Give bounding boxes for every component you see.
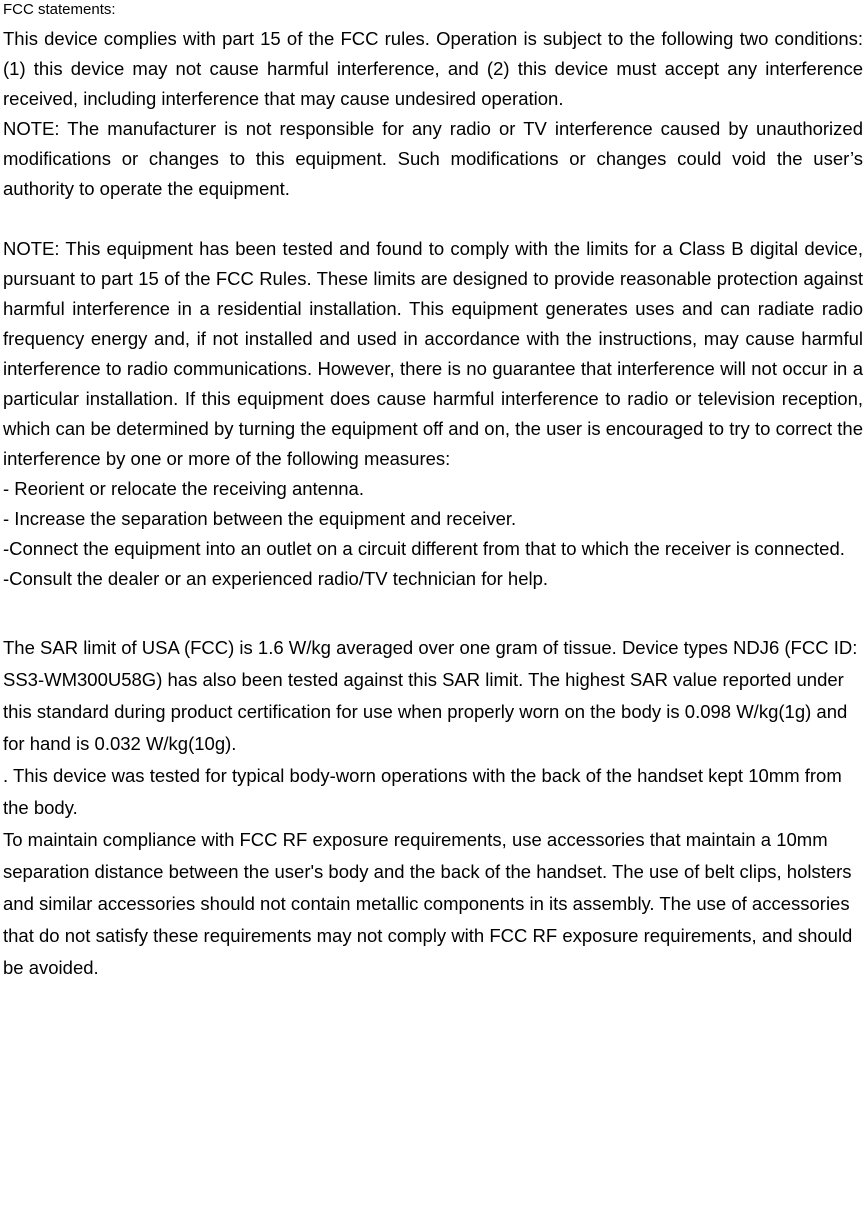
measure-item-outlet: -Connect the equipment into an outlet on a circuit different from that to which the receiver is connected. bbox=[3, 538, 845, 559]
paragraph-accessories: To maintain compliance with FCC RF exposure requirements, use accessories that maintain a 10mm separation distance between the user's body and the back of the handset. The use of belt clips, holsters and similar accessories should not contain metallic components in its assembly. The use of accessories that do not satisfy these requirements may not comply with FCC RF exposure requirements, and should be avoided. bbox=[3, 829, 853, 978]
paragraph-sar-limit: The SAR limit of USA (FCC) is 1.6 W/kg averaged over one gram of tissue. Device types NDJ6 (FCC ID: SS3-WM300U58G) has also been tested against this SAR limit. The highest SAR value reported under this standard during product certification for use when properly worn on the body is 0.098 W/kg(1g) and for hand is 0.032 W/kg(10g). bbox=[3, 637, 858, 754]
measure-item-separation: - Increase the separation between the equipment and receiver. bbox=[3, 508, 517, 529]
measure-item-reorient: - Reorient or relocate the receiving antenna. bbox=[3, 478, 364, 499]
section-heading: FCC statements: bbox=[3, 1, 116, 18]
sar-section bbox=[3, 632, 863, 984]
spacer bbox=[3, 204, 863, 234]
document-page bbox=[3, 0, 863, 984]
paragraph-body-worn: . This device was tested for typical body-worn operations with the back of the handset kept 10mm from the body. bbox=[3, 765, 842, 818]
paragraph-note-manufacturer: NOTE: The manufacturer is not responsible for any radio or TV interference caused by unauthorized modifications or changes to this equipment. Such modifications or changes could void the user’s authority to operate the equipment. bbox=[3, 118, 863, 199]
paragraph-note-class-b: NOTE: This equipment has been tested and found to comply with the limits for a Class B digital device, pursuant to part 15 of the FCC Rules. These limits are designed to provide reasonable protection against harmful interference in a residential installation. This equipment generates uses and can radiate radio frequency energy and, if not installed and used in accordance with the instructions, may cause harmful interference to radio communications. However, there is no guarantee that interference will not occur in a particular installation. If this equipment does cause harmful interference to radio or television reception, which can be determined by turning the equipment off and on, the user is encouraged to try to correct the interference by one or more of the following measures: bbox=[3, 238, 863, 469]
spacer bbox=[3, 594, 863, 624]
measure-item-consult: -Consult the dealer or an experienced radio/TV technician for help. bbox=[3, 568, 549, 589]
paragraph-fcc-part15: This device complies with part 15 of the FCC rules. Operation is subject to the following two conditions: (1) this device may not cause harmful interference, and (2) this device must accept any interference received, including interference that may cause undesired operation. bbox=[3, 28, 863, 109]
